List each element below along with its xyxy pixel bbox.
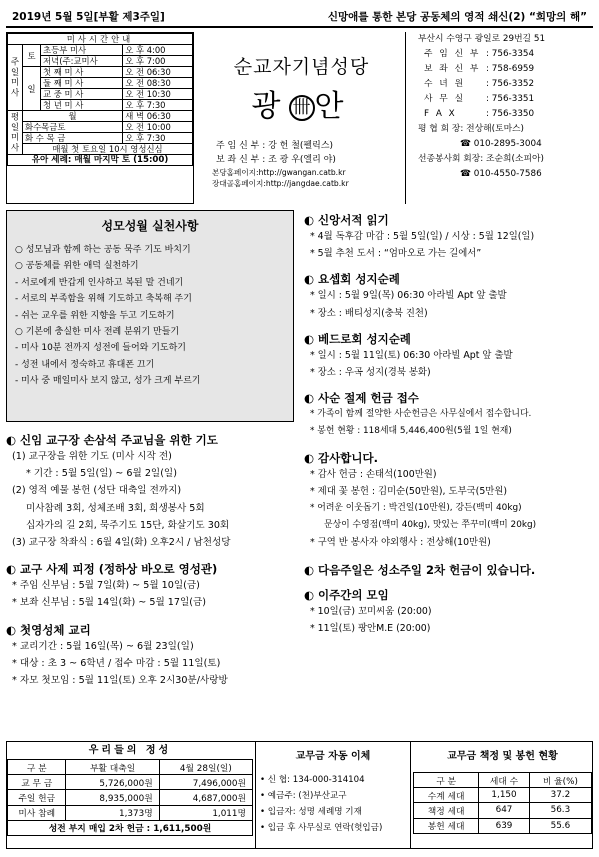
section-heading: ◐ 신앙서적 읽기 xyxy=(304,213,389,227)
contact-line: 보 좌 신 부 : 758-6959 xyxy=(424,64,535,74)
table-cell: 4,687,000원 xyxy=(159,790,252,805)
transfer-title: 교무금 자동 이체 xyxy=(295,751,371,762)
top-bar xyxy=(6,6,593,28)
section-item: (3) 교구장 착좌식 : 6월 4일(화) 오후2시 / 남천성당 xyxy=(12,537,231,549)
section-heading: ◐ 베드로회 성지순례 xyxy=(304,331,411,346)
practice-item: - 서로에게 반갑게 인사하고 복된 말 건네기 xyxy=(15,277,184,288)
table-row xyxy=(8,775,253,790)
section-heading: ◐ 교구 사제 피정 (정하상 바오로 영성관) xyxy=(6,562,218,577)
section-heading: ◐ 사순 절제 헌금 접수 xyxy=(304,391,419,406)
transfer-line: • 입금 후 사무실로 연락(헛입금) xyxy=(260,823,383,833)
parish-title xyxy=(198,81,405,125)
auto-transfer-block xyxy=(255,742,411,848)
mass-name: 초등부 미사 xyxy=(41,45,123,56)
section-item: (1) 교구장을 위한 기도 (미사 시작 전) xyxy=(12,451,172,462)
transfer-line: • 신 협: 134-000-314104 xyxy=(260,775,365,785)
practice-item: ○ 기본에 충실한 미사 전례 분위기 만들기 xyxy=(15,327,180,338)
sunday-label: 일 xyxy=(23,67,41,111)
parish-name: 순교자기념성당 xyxy=(233,56,370,78)
table-cell: 1,150 xyxy=(479,788,530,803)
schedule-title: 미사시간안내 xyxy=(8,34,193,45)
parish-title-right: 안 xyxy=(314,89,352,124)
mass-time: 오 전 10:00 xyxy=(123,122,193,133)
practice-title: 성모성월 실천사항 xyxy=(101,219,199,233)
peter-pilgrimage-section xyxy=(304,331,593,381)
first-communion-section xyxy=(6,622,294,690)
practice-item: - 미사 중 매일미사 보지 않고, 성가 크게 부르기 xyxy=(15,376,201,387)
section-item: 문상이 수영점(백미 40kg), 맛있는 쭈꾸미(백미 20kg) xyxy=(324,520,537,531)
offering-header: 부활 대축일 xyxy=(66,760,159,775)
table-row xyxy=(8,805,253,820)
table-cell: 봉헌 세대 xyxy=(414,818,479,833)
status-table xyxy=(413,742,592,848)
table-cell: 미사 참례 xyxy=(8,805,66,820)
contact-line: 사 무 실 : 756-3351 xyxy=(424,94,535,104)
section-item: * 가족이 함께 절약한 사순헌금은 사무실에서 접수합니다. xyxy=(310,409,532,420)
building-fund: 성전 부지 매입 2차 헌금 : 1,611,500원 xyxy=(8,820,253,835)
bulletin-motto: 신망애를 통한 본당 공동체의 영적 쇄신(2) “희망의 해” xyxy=(327,10,587,23)
practice-box xyxy=(6,210,294,422)
table-row xyxy=(414,788,592,803)
priest-retreat-section xyxy=(6,561,294,611)
pastor-line: 주 임 신 부 : 강 헌 철(펠릭스) xyxy=(216,141,334,151)
table-row xyxy=(414,803,592,818)
offering-title: 우리들의 정성 xyxy=(88,745,172,756)
assistant-line: 보 좌 신 부 : 조 광 우(엘리 야) xyxy=(216,155,336,165)
table-cell: 8,935,000원 xyxy=(66,790,159,805)
section-item: * 자모 첫모임 : 5월 11일(토) 오후 2시30분/사랑방 xyxy=(12,675,228,687)
mass-name: 화 수 목 금 xyxy=(23,133,123,144)
mass-time: 오 전 10:30 xyxy=(123,89,193,100)
right-column xyxy=(304,210,593,637)
mass-name: 첫 째 미 사 xyxy=(41,67,123,78)
section-item: (2) 영적 예물 봉헌 (성단 대축일 전까지) xyxy=(12,485,182,497)
table-cell: 1,373명 xyxy=(66,805,159,820)
table-cell: 교 무 금 xyxy=(8,775,66,790)
section-item: 미사참례 3회, 성체조배 3회, 희생봉사 5회 xyxy=(26,502,205,514)
section-item: * 어려운 이웃돕기 : 박건일(10만원), 강든(백미 40kg) xyxy=(310,503,522,514)
mass-name: 둘 째 미 사 xyxy=(41,78,123,89)
mass-name: 교 중 미 사 xyxy=(41,89,123,100)
website-link[interactable]: 본당홈페이지:http://gwangan.catb.kr xyxy=(212,168,346,177)
contact-line: F A X : 756-3350 xyxy=(424,109,535,119)
mass-name: 화수목금토 xyxy=(23,122,123,133)
contact-block xyxy=(412,32,593,204)
website-link-2[interactable]: 장대골홈페이지:http://jangdae.catb.kr xyxy=(212,179,349,188)
status-title: 교무금 책정 및 봉헌 현황 xyxy=(447,751,558,762)
offering-header: 4월 28일(일) xyxy=(159,760,252,775)
parish-symbol-icon: 卌 xyxy=(289,95,315,121)
table-cell: 56.3 xyxy=(529,803,591,818)
section-item: * 5월 추천 도서 : “엄마오로 가는 길에서” xyxy=(310,248,482,260)
table-cell: 수계 세대 xyxy=(414,788,479,803)
practice-item: - 서로의 부족함을 위해 기도하고 축복해 주기 xyxy=(15,294,192,305)
bottom-panel xyxy=(6,741,593,849)
section-heading: ◐ 이주간의 모임 xyxy=(304,587,389,602)
mass-time: 오 후 7:00 xyxy=(123,56,193,67)
reading-section xyxy=(304,212,593,262)
table-cell: 7,496,000원 xyxy=(159,775,252,790)
table-cell: 책정 세대 xyxy=(414,803,479,818)
section-item: * 기간 : 5월 5일(일) ~ 6월 2일(일) xyxy=(26,468,177,480)
baptism-note: 유아 세례: 매월 마지막 토 (15:00) xyxy=(8,155,193,166)
thanks-section xyxy=(304,450,593,552)
mass-name: 청 년 미 사 xyxy=(41,100,123,111)
section-heading: ◐ 감사합니다. xyxy=(304,450,378,465)
section-item: * 11일(토) 팡안M.E (20:00) xyxy=(310,622,431,634)
table-cell: 주일 헌금 xyxy=(8,790,66,805)
section-item: * 장소 : 우곡 성지(경북 봉화) xyxy=(310,367,431,379)
section-item: * 4월 독후감 마감 : 5월 5일(일) / 시상 : 5월 12일(일) xyxy=(310,231,535,242)
practice-item: ○ 공동체를 위한 애덕 실천하기 xyxy=(15,261,139,272)
parish-logo-block xyxy=(198,32,406,204)
section-item: * 제대 꽃 봉헌 : 김미순(50만원), 도부국(5만원) xyxy=(310,485,508,497)
parish-address: 부산시 수영구 광일로 29번길 51 xyxy=(418,34,546,44)
section-item: * 장소 : 배티성지(충북 진천) xyxy=(310,307,428,319)
mass-time: 오 후 4:00 xyxy=(123,45,193,56)
bulletin-header xyxy=(6,32,593,204)
table-cell: 55.6 xyxy=(529,818,591,833)
mission-president: 선종봉사회 회장: 조순희(소피아) xyxy=(418,154,544,164)
practice-item: - 쉬는 교우를 위한 지향을 두고 기도하기 xyxy=(15,310,175,321)
meetings-section xyxy=(304,587,593,637)
section-heading: ◐ 첫영성체 교리 xyxy=(6,622,91,637)
left-column xyxy=(6,210,294,689)
section-item: * 구역 반 봉사자 야외행사 : 전상해(10만원) xyxy=(310,537,491,549)
practice-item: - 미사 10분 전까지 성전에 들어와 기도하기 xyxy=(15,343,186,354)
section-item: * 대상 : 초 3 ~ 6학년 / 접수 마감 : 5월 11일(토) xyxy=(12,657,221,669)
first-saturday-note: 매월 첫 토요일 10시 영성신심 xyxy=(23,144,193,155)
bulletin-date: 2019년 5월 5일[부활 제3주일] xyxy=(12,10,165,23)
mission-phone: ☎ 010-4550-7586 xyxy=(460,169,542,179)
parish-title-left: 광 xyxy=(251,89,289,124)
transfer-line: • 입금자: 성명 세례명 기재 xyxy=(260,807,362,817)
joseph-pilgrimage-section xyxy=(304,271,593,321)
next-sunday-notice: ◐ 다음주일은 성소주일 2차 헌금이 있습니다. xyxy=(304,562,536,577)
sunday-mass-label: 주일미사 xyxy=(8,45,23,111)
contact-line: 주 임 신 부 : 756-3354 xyxy=(424,49,535,59)
practice-item: ○ 성모님과 함께 하는 공동 묵주 기도 바치기 xyxy=(15,245,191,255)
mass-time: 오 후 7:30 xyxy=(123,133,193,144)
section-item: * 주임 신부님 : 5월 7일(화) ~ 5월 10일(금) xyxy=(12,580,200,592)
section-item: * 일시 : 5월 9일(목) 06:30 아라빌 Apt 앞 출발 xyxy=(310,290,507,302)
table-cell: 5,726,000원 xyxy=(66,775,159,790)
contact-line: 수 녀 원 : 756-3352 xyxy=(424,79,535,89)
status-header: 구 분 xyxy=(414,773,479,788)
section-heading: ◐ 신임 교구장 손삼석 주교님을 위한 기도 xyxy=(6,433,218,447)
council-president: 평 협 회 장: 전상해(토마스) xyxy=(418,124,524,134)
weekday-mass-label: 평일미사 xyxy=(8,111,23,155)
status-header: 비 율(%) xyxy=(529,773,591,788)
mass-name: 저녁(주:교미사 xyxy=(41,56,123,67)
section-heading: ◐ 요셉회 성지순례 xyxy=(304,272,400,287)
offering-table xyxy=(7,742,253,848)
table-row xyxy=(8,790,253,805)
mass-time: 새 벽 06:30 xyxy=(123,111,193,122)
practice-item: - 성전 내에서 정숙하고 휴대폰 끄기 xyxy=(15,359,155,370)
table-cell: 647 xyxy=(479,803,530,818)
section-item: * 봉헌 현황 : 118세대 5,446,400원(5월 1일 현재) xyxy=(310,426,512,437)
section-item: 십자가의 길 2회, 묵주기도 15단, 화살기도 30회 xyxy=(26,519,230,531)
section-item: * 보좌 신부님 : 5월 14일(화) ~ 5월 17일(금) xyxy=(12,597,207,609)
mass-schedule xyxy=(6,32,194,204)
bishop-prayer-section xyxy=(6,432,294,551)
mass-name: 월 xyxy=(23,111,123,122)
mass-time: 오 후 7:30 xyxy=(123,100,193,111)
section-item: * 감사 헌금 : 손태석(100만원) xyxy=(310,468,437,480)
section-item: * 10일(금) 꼬미씨움 (20:00) xyxy=(310,605,432,617)
mass-time: 오 전 06:30 xyxy=(123,67,193,78)
section-item: * 교리기간 : 5월 16일(목) ~ 6월 23일(일) xyxy=(12,640,194,652)
status-header: 세대 수 xyxy=(479,773,530,788)
table-cell: 1,011명 xyxy=(159,805,252,820)
transfer-line: • 예금주: (천)부산교구 xyxy=(260,791,347,801)
table-cell: 37.2 xyxy=(529,788,591,803)
lent-offering-section xyxy=(304,390,593,440)
mass-time: 오 전 08:30 xyxy=(123,78,193,89)
offering-header: 구 분 xyxy=(8,760,66,775)
saturday-label: 토 xyxy=(23,45,41,67)
table-cell: 639 xyxy=(479,818,530,833)
section-item: * 일시 : 5월 11일(토) 06:30 아라빌 Apt 앞 출발 xyxy=(310,349,513,361)
council-phone: ☎ 010-2895-3004 xyxy=(460,139,542,149)
table-row xyxy=(414,818,592,833)
